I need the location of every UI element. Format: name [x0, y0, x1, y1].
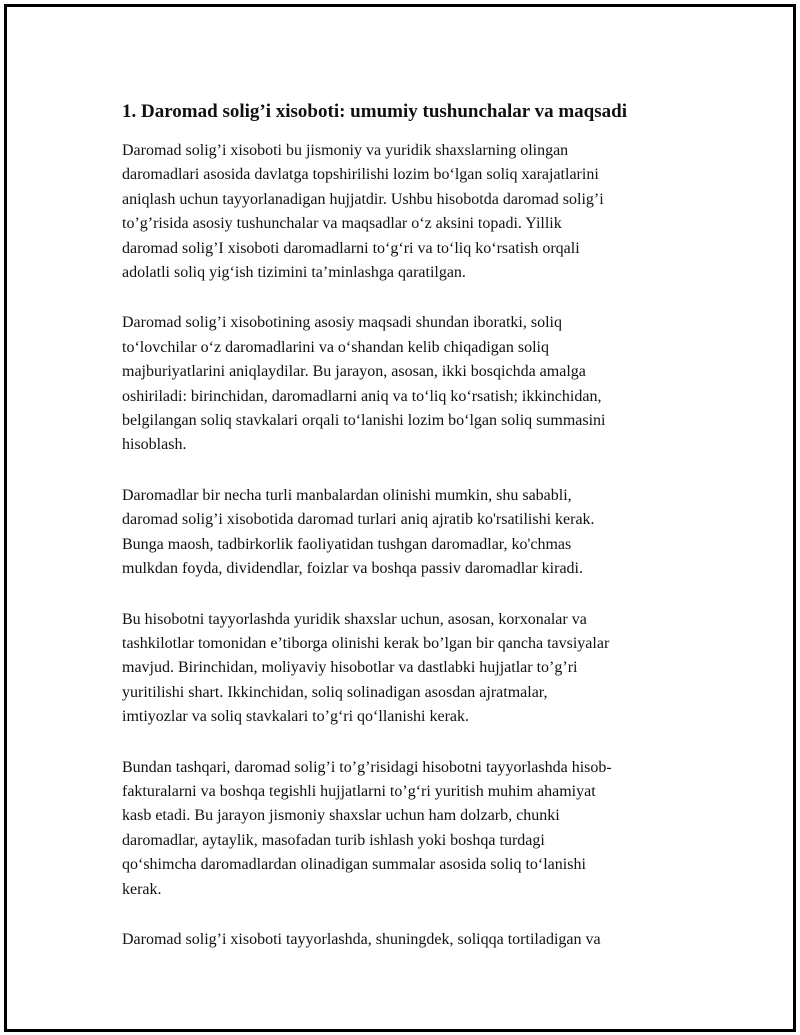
paragraph-3 — [122, 484, 692, 582]
paragraph-line: Daromad solig’i xisoboti bu jismoniy va yuridik shaxslarning olingan — [122, 142, 569, 159]
paragraph-5 — [122, 756, 692, 902]
paragraph-line: daromadlar, aytaylik, masofadan turib ishlash yoki boshqa turdagi — [122, 831, 545, 849]
paragraph-line: Daromadlar bir necha turli manbalardan olinishi mumkin, shu sababli, — [122, 486, 572, 504]
paragraph-line: mulkdan foyda, dividendlar, foizlar va boshqa passiv daromadlar kiradi. — [122, 560, 583, 578]
paragraph-line: daromad solig’I xisoboti daromadlarni to‘g‘ri va to‘liq ko‘rsatish orqali — [122, 239, 580, 257]
paragraph-line: Daromad solig’i xisobotining asosiy maqsadi shundan iboratki, soliq — [122, 314, 562, 332]
section-heading: 1. Daromad solig’i xisoboti: umumiy tushunchalar va maqsadi — [122, 101, 627, 122]
paragraph-line: mavjud. Birinchidan, moliyaviy hisobotlar va dastlabki hujjatlar to’g’ri — [122, 659, 578, 677]
paragraph-line: belgilangan soliq stavkalari orqali to‘lanishi lozim bo‘lgan soliq summasini — [122, 412, 606, 430]
paragraph-line: majburiyatlarini aniqlaydilar. Bu jarayon, asosan, ikki bosqichda amalga — [122, 363, 586, 381]
paragraph-line: yuritilishi shart. Ikkinchidan, soliq solinadigan asosdan ajratmalar, — [122, 683, 548, 701]
paragraph-line: Daromad solig’i xisoboti tayyorlashda, shuningdek, soliqqa tortiladigan va — [122, 930, 601, 948]
page-frame — [4, 4, 796, 1032]
paragraph-line: daromad solig’i xisobotida daromad turlari aniq ajratib ko'rsatilishi kerak. — [122, 511, 595, 529]
paragraph-line: hisoblash. — [122, 436, 187, 454]
paragraph-2 — [122, 311, 692, 457]
paragraph-line: tashkilotlar tomonidan e’tiborga olinishi kerak bo’lgan bir qancha tavsiyalar — [122, 634, 610, 652]
paragraph-line: oshiriladi: birinchidan, daromadlarni aniq va to‘liq ko‘rsatish; ikkinchidan, — [122, 387, 602, 405]
paragraph-line: daromadlari asosida davlatga topshirilishi lozim bo‘lgan soliq xarajatlarini — [122, 166, 599, 184]
paragraph-line: to‘lovchilar o‘z daromadlarini va o‘shandan kelib chiqadigan soliq — [122, 338, 549, 356]
document-body — [122, 99, 692, 978]
paragraph-line: kerak. — [122, 880, 162, 898]
paragraph-4 — [122, 608, 692, 730]
paragraph-1 — [122, 139, 692, 285]
paragraph-line: adolatli soliq yig‘ish tizimini ta’minlashga qaratilgan. — [122, 264, 466, 282]
paragraph-line: Bu hisobotni tayyorlashda yuridik shaxslar uchun, asosan, korxonalar va — [122, 610, 587, 628]
paragraph-line: kasb etadi. Bu jarayon jismoniy shaxslar uchun ham dolzarb, chunki — [122, 807, 560, 825]
paragraph-6 — [122, 928, 692, 952]
paragraph-line: qo‘shimcha daromadlardan olinadigan summalar asosida soliq to‘lanishi — [122, 856, 586, 874]
paragraph-line: Bunga maosh, tadbirkorlik faoliyatidan tushgan daromadlar, ko'chmas — [122, 535, 572, 553]
paragraph-line: aniqlash uchun tayyorlanadigan hujjatdir. Ushbu hisobotda daromad solig’i — [122, 190, 604, 208]
paragraph-line: fakturalarni va boshqa tegishli hujjatlarni to’g‘ri yuritish muhim ahamiyat — [122, 782, 596, 800]
paragraph-line: imtiyozlar va soliq stavkalari to’g‘ri qo‘llanishi kerak. — [122, 708, 470, 726]
paragraph-line: Bundan tashqari, daromad solig’i to’g’risidagi hisobotni tayyorlashda hisob- — [122, 758, 612, 776]
paragraph-line: to’g’risida asosiy tushunchalar va maqsadlar o‘z aksini topadi. Yillik — [122, 215, 562, 233]
